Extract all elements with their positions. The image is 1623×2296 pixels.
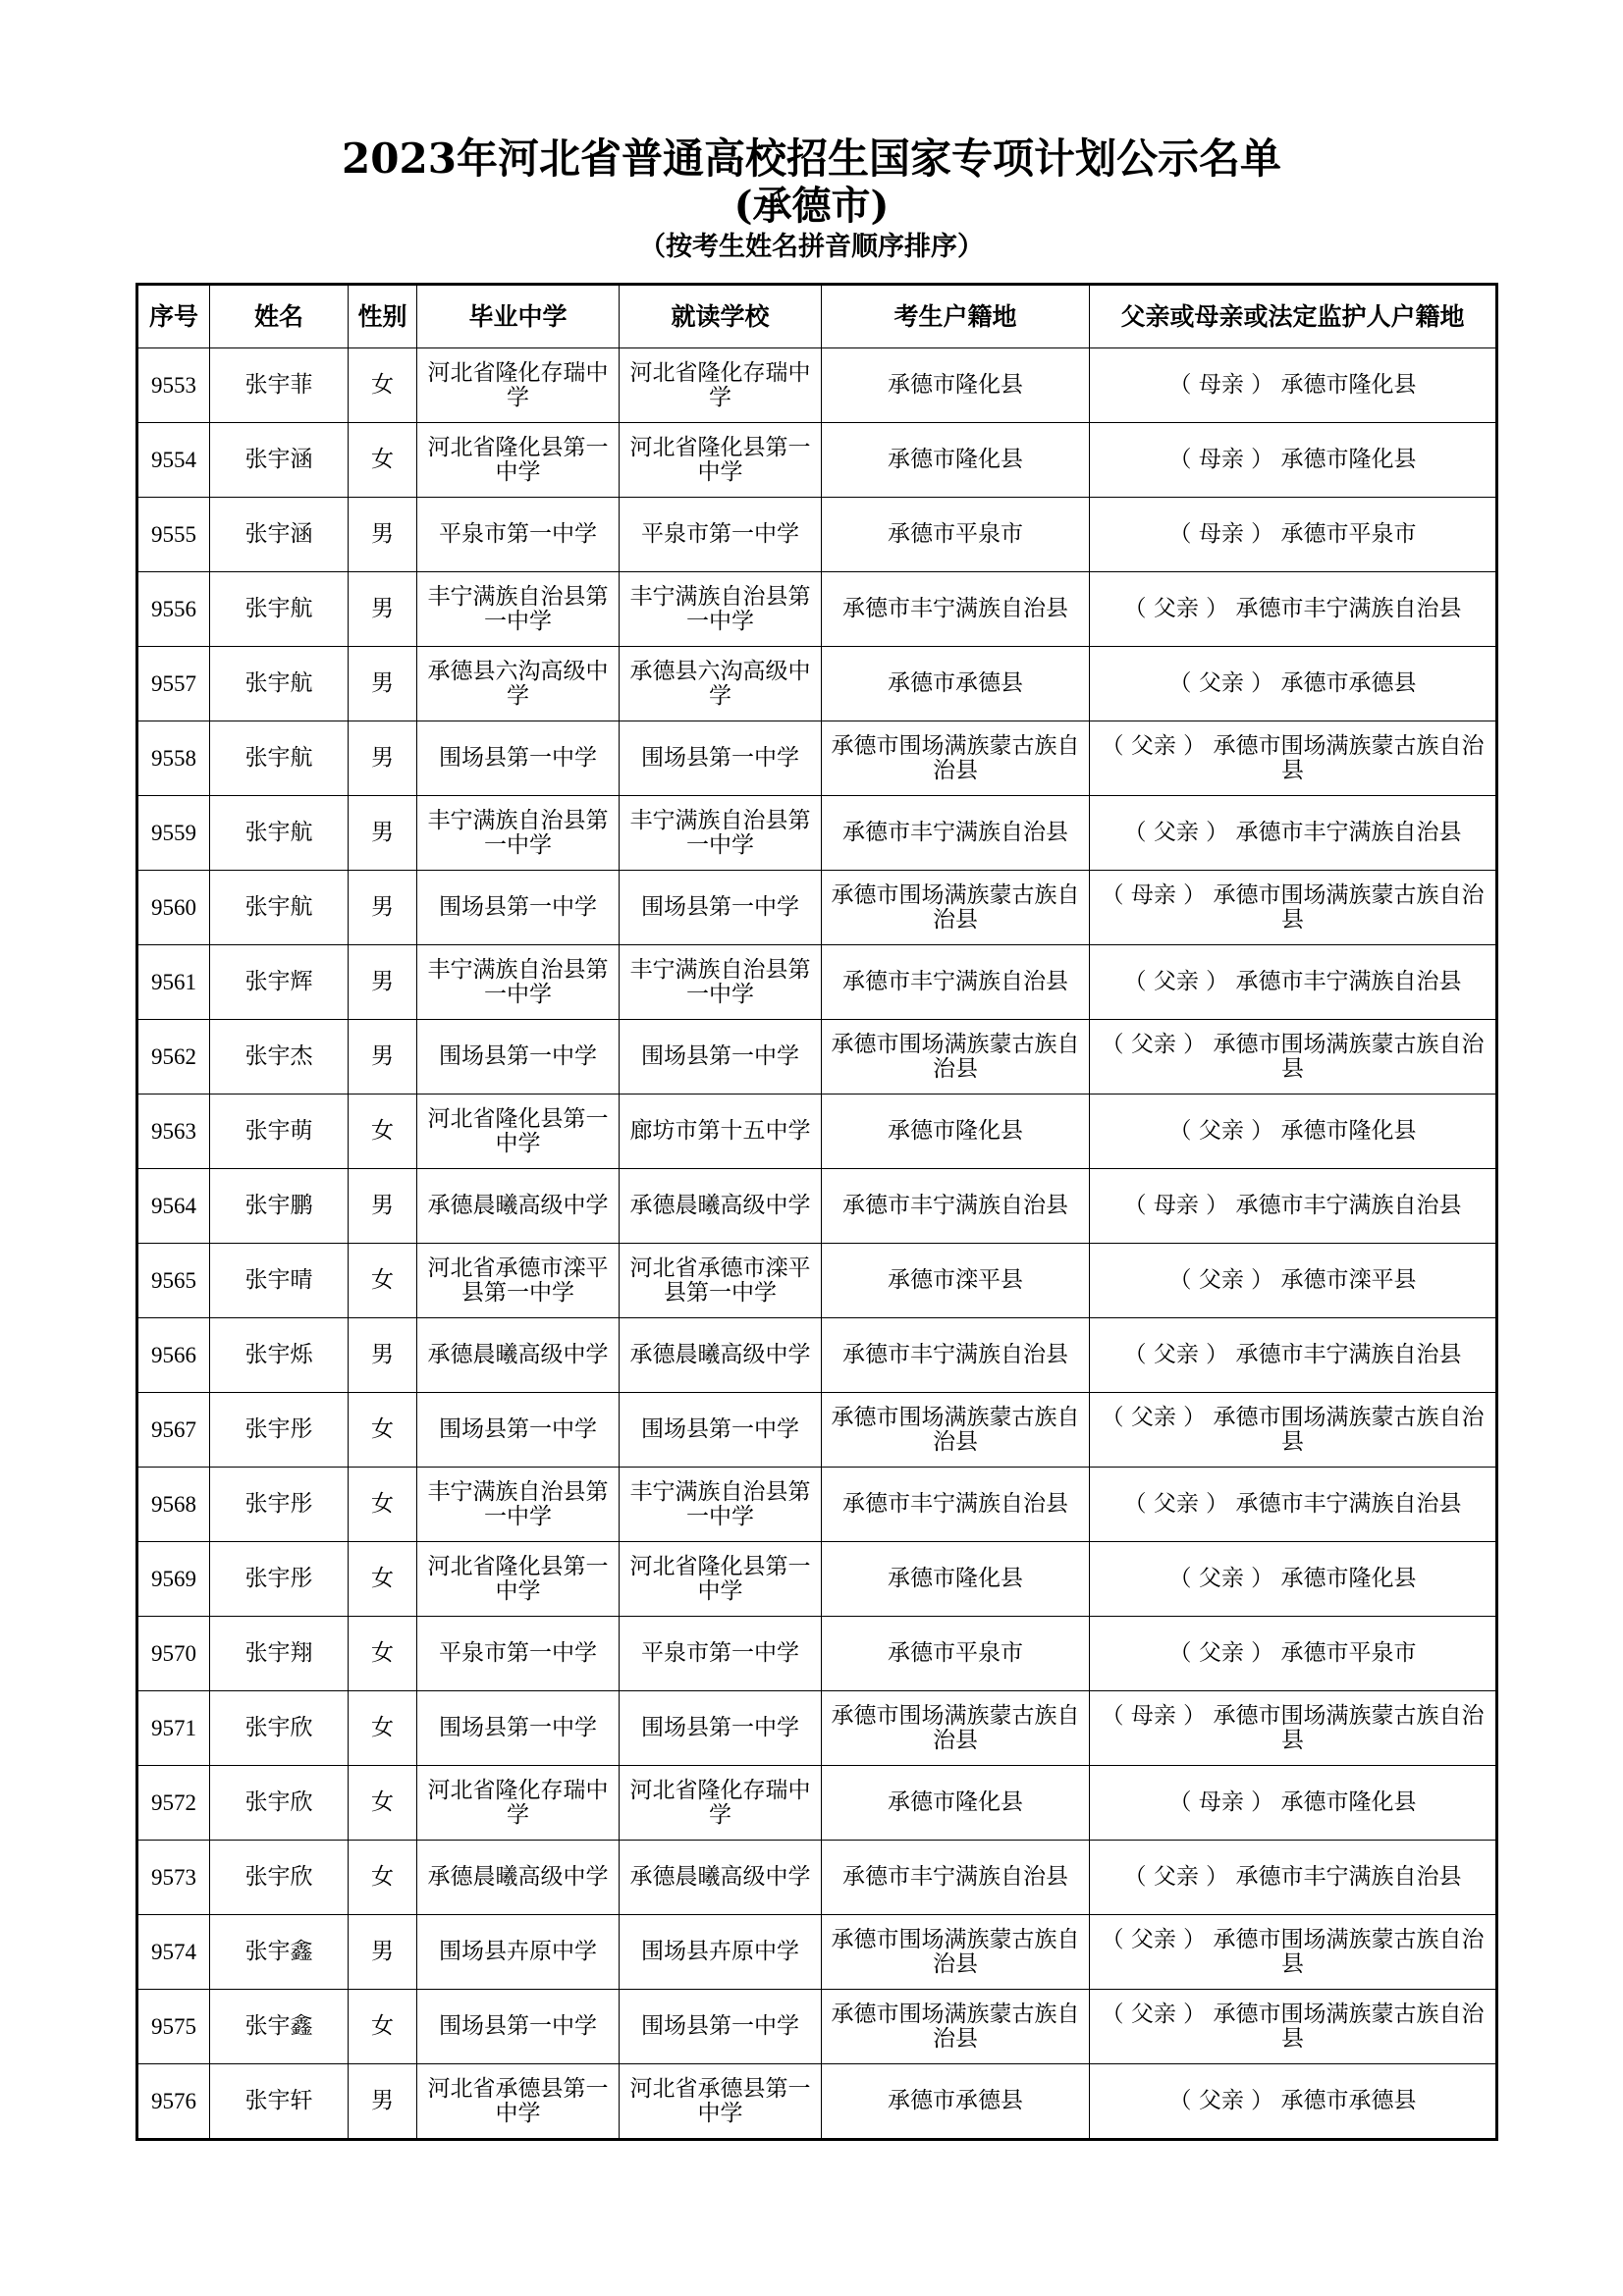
header-seq: 序号 [137, 285, 210, 348]
cell-gender: 男 [349, 945, 417, 1020]
cell-hukou: 承德市隆化县 [822, 1095, 1090, 1169]
cell-gender: 女 [349, 1393, 417, 1468]
cell-current-school: 丰宁满族自治县第一中学 [620, 945, 822, 1020]
table-row [137, 796, 1497, 871]
cell-name: 张宇辉 [210, 945, 349, 1020]
cell-grad-school: 围场县第一中学 [417, 1020, 620, 1095]
table-row [137, 721, 1497, 796]
cell-hukou: 承德市隆化县 [822, 348, 1090, 423]
cell-name: 张宇彤 [210, 1393, 349, 1468]
cell-current-school: 廊坊市第十五中学 [620, 1095, 822, 1169]
cell-guardian-hukou: （ 父亲 ） 承德市围场满族蒙古族自治县 [1090, 1020, 1497, 1095]
cell-hukou: 承德市围场满族蒙古族自治县 [822, 1915, 1090, 1990]
cell-name: 张宇鹏 [210, 1169, 349, 1244]
cell-gender: 男 [349, 1318, 417, 1393]
cell-current-school: 围场县第一中学 [620, 1020, 822, 1095]
cell-grad-school: 河北省隆化存瑞中学 [417, 1766, 620, 1841]
cell-guardian-hukou: （ 父亲 ） 承德市丰宁满族自治县 [1090, 945, 1497, 1020]
cell-hukou: 承德市丰宁满族自治县 [822, 1169, 1090, 1244]
cell-hukou: 承德市平泉市 [822, 1617, 1090, 1691]
cell-current-school: 承德县六沟高级中学 [620, 647, 822, 721]
cell-guardian-hukou: （ 父亲 ） 承德市承德县 [1090, 2064, 1497, 2140]
cell-guardian-hukou: （ 父亲 ） 承德市丰宁满族自治县 [1090, 1468, 1497, 1542]
cell-name: 张宇鑫 [210, 1915, 349, 1990]
cell-current-school: 平泉市第一中学 [620, 498, 822, 572]
table-header-row [137, 285, 1497, 348]
table-row [137, 1691, 1497, 1766]
cell-name: 张宇欣 [210, 1691, 349, 1766]
table-row [137, 1915, 1497, 1990]
cell-name: 张宇欣 [210, 1841, 349, 1915]
cell-current-school: 围场县第一中学 [620, 871, 822, 945]
cell-grad-school: 河北省隆化县第一中学 [417, 423, 620, 498]
cell-grad-school: 承德晨曦高级中学 [417, 1318, 620, 1393]
cell-current-school: 河北省隆化存瑞中学 [620, 1766, 822, 1841]
cell-grad-school: 丰宁满族自治县第一中学 [417, 1468, 620, 1542]
cell-seq: 9573 [137, 1841, 210, 1915]
cell-gender: 女 [349, 1542, 417, 1617]
cell-gender: 男 [349, 1169, 417, 1244]
cell-guardian-hukou: （ 母亲 ） 承德市隆化县 [1090, 348, 1497, 423]
cell-seq: 9575 [137, 1990, 210, 2064]
cell-name: 张宇欣 [210, 1766, 349, 1841]
cell-name: 张宇航 [210, 647, 349, 721]
cell-gender: 男 [349, 721, 417, 796]
table-row [137, 1169, 1497, 1244]
cell-guardian-hukou: （ 父亲 ） 承德市隆化县 [1090, 1542, 1497, 1617]
table-row [137, 945, 1497, 1020]
cell-hukou: 承德市隆化县 [822, 423, 1090, 498]
cell-seq: 9566 [137, 1318, 210, 1393]
cell-current-school: 河北省承德市滦平县第一中学 [620, 1244, 822, 1318]
cell-grad-school: 围场县第一中学 [417, 1691, 620, 1766]
cell-name: 张宇彤 [210, 1542, 349, 1617]
cell-guardian-hukou: （ 父亲 ） 承德市丰宁满族自治县 [1090, 572, 1497, 647]
cell-grad-school: 河北省承德县第一中学 [417, 2064, 620, 2140]
cell-grad-school: 围场县第一中学 [417, 1393, 620, 1468]
cell-guardian-hukou: （ 母亲 ） 承德市围场满族蒙古族自治县 [1090, 1691, 1497, 1766]
cell-guardian-hukou: （ 父亲 ） 承德市丰宁满族自治县 [1090, 796, 1497, 871]
cell-grad-school: 承德县六沟高级中学 [417, 647, 620, 721]
cell-hukou: 承德市丰宁满族自治县 [822, 945, 1090, 1020]
cell-seq: 9572 [137, 1766, 210, 1841]
cell-hukou: 承德市围场满族蒙古族自治县 [822, 1020, 1090, 1095]
table-row [137, 647, 1497, 721]
cell-seq: 9558 [137, 721, 210, 796]
cell-hukou: 承德市围场满族蒙古族自治县 [822, 1691, 1090, 1766]
cell-name: 张宇菲 [210, 348, 349, 423]
cell-seq: 9559 [137, 796, 210, 871]
cell-current-school: 丰宁满族自治县第一中学 [620, 796, 822, 871]
cell-hukou: 承德市承德县 [822, 2064, 1090, 2140]
table-row [137, 423, 1497, 498]
cell-gender: 女 [349, 1766, 417, 1841]
cell-gender: 女 [349, 348, 417, 423]
cell-hukou: 承德市隆化县 [822, 1766, 1090, 1841]
cell-seq: 9553 [137, 348, 210, 423]
cell-name: 张宇航 [210, 796, 349, 871]
cell-guardian-hukou: （ 父亲 ） 承德市丰宁满族自治县 [1090, 1318, 1497, 1393]
cell-current-school: 河北省隆化县第一中学 [620, 423, 822, 498]
cell-seq: 9563 [137, 1095, 210, 1169]
cell-name: 张宇轩 [210, 2064, 349, 2140]
cell-seq: 9576 [137, 2064, 210, 2140]
cell-hukou: 承德市丰宁满族自治县 [822, 1468, 1090, 1542]
roster-table [135, 283, 1498, 2141]
page-title: 2023年河北省普通高校招生国家专项计划公示名单 [342, 134, 1281, 183]
sort-note: （按考生姓名拼音顺序排序） [639, 232, 984, 262]
header-guardian-hukou: 父亲或母亲或法定监护人户籍地 [1090, 285, 1497, 348]
cell-seq: 9571 [137, 1691, 210, 1766]
cell-current-school: 丰宁满族自治县第一中学 [620, 1468, 822, 1542]
cell-name: 张宇晴 [210, 1244, 349, 1318]
cell-seq: 9560 [137, 871, 210, 945]
cell-current-school: 围场县第一中学 [620, 1990, 822, 2064]
table-row [137, 2064, 1497, 2140]
cell-current-school: 承德晨曦高级中学 [620, 1841, 822, 1915]
cell-guardian-hukou: （ 母亲 ） 承德市围场满族蒙古族自治县 [1090, 871, 1497, 945]
table-row [137, 1020, 1497, 1095]
cell-grad-school: 河北省隆化县第一中学 [417, 1095, 620, 1169]
cell-gender: 女 [349, 1841, 417, 1915]
cell-seq: 9574 [137, 1915, 210, 1990]
cell-hukou: 承德市围场满族蒙古族自治县 [822, 871, 1090, 945]
table-row [137, 1393, 1497, 1468]
table-row [137, 1841, 1497, 1915]
cell-seq: 9565 [137, 1244, 210, 1318]
cell-gender: 男 [349, 498, 417, 572]
cell-grad-school: 河北省隆化存瑞中学 [417, 348, 620, 423]
cell-current-school: 围场县第一中学 [620, 1691, 822, 1766]
cell-name: 张宇翔 [210, 1617, 349, 1691]
cell-guardian-hukou: （ 父亲 ） 承德市围场满族蒙古族自治县 [1090, 1990, 1497, 2064]
cell-seq: 9567 [137, 1393, 210, 1468]
cell-current-school: 河北省隆化存瑞中学 [620, 348, 822, 423]
table-row [137, 348, 1497, 423]
cell-seq: 9556 [137, 572, 210, 647]
cell-name: 张宇航 [210, 721, 349, 796]
cell-guardian-hukou: （ 父亲 ） 承德市围场满族蒙古族自治县 [1090, 1393, 1497, 1468]
table-row [137, 1766, 1497, 1841]
cell-guardian-hukou: （ 父亲 ） 承德市平泉市 [1090, 1617, 1497, 1691]
cell-gender: 女 [349, 1244, 417, 1318]
cell-gender: 男 [349, 2064, 417, 2140]
cell-gender: 男 [349, 1020, 417, 1095]
page-subtitle: (承德市) [733, 183, 890, 229]
cell-seq: 9570 [137, 1617, 210, 1691]
cell-hukou: 承德市丰宁满族自治县 [822, 796, 1090, 871]
cell-hukou: 承德市隆化县 [822, 1542, 1090, 1617]
cell-grad-school: 丰宁满族自治县第一中学 [417, 796, 620, 871]
cell-current-school: 围场县第一中学 [620, 1393, 822, 1468]
cell-gender: 女 [349, 1095, 417, 1169]
cell-gender: 男 [349, 647, 417, 721]
cell-gender: 女 [349, 1617, 417, 1691]
table-row [137, 1617, 1497, 1691]
table-row [137, 1095, 1497, 1169]
header-current-school: 就读学校 [620, 285, 822, 348]
header-hukou: 考生户籍地 [822, 285, 1090, 348]
cell-grad-school: 丰宁满族自治县第一中学 [417, 572, 620, 647]
header-gender: 性别 [349, 285, 417, 348]
cell-hukou: 承德市承德县 [822, 647, 1090, 721]
cell-hukou: 承德市平泉市 [822, 498, 1090, 572]
cell-hukou: 承德市丰宁满族自治县 [822, 1841, 1090, 1915]
header-grad-school: 毕业中学 [417, 285, 620, 348]
cell-hukou: 承德市围场满族蒙古族自治县 [822, 1393, 1090, 1468]
cell-hukou: 承德市丰宁满族自治县 [822, 572, 1090, 647]
cell-seq: 9568 [137, 1468, 210, 1542]
cell-grad-school: 河北省承德市滦平县第一中学 [417, 1244, 620, 1318]
cell-grad-school: 围场县第一中学 [417, 1990, 620, 2064]
table-row [137, 1542, 1497, 1617]
cell-seq: 9555 [137, 498, 210, 572]
cell-grad-school: 平泉市第一中学 [417, 1617, 620, 1691]
cell-grad-school: 承德晨曦高级中学 [417, 1169, 620, 1244]
cell-name: 张宇涵 [210, 423, 349, 498]
cell-guardian-hukou: （ 父亲 ） 承德市围场满族蒙古族自治县 [1090, 1915, 1497, 1990]
cell-grad-school: 围场县第一中学 [417, 871, 620, 945]
cell-current-school: 围场县第一中学 [620, 721, 822, 796]
cell-seq: 9554 [137, 423, 210, 498]
cell-guardian-hukou: （ 母亲 ） 承德市隆化县 [1090, 423, 1497, 498]
table-body [137, 348, 1497, 2140]
cell-seq: 9557 [137, 647, 210, 721]
cell-current-school: 丰宁满族自治县第一中学 [620, 572, 822, 647]
cell-grad-school: 围场县第一中学 [417, 721, 620, 796]
cell-guardian-hukou: （ 父亲 ） 承德市丰宁满族自治县 [1090, 1841, 1497, 1915]
cell-hukou: 承德市滦平县 [822, 1244, 1090, 1318]
cell-name: 张宇杰 [210, 1020, 349, 1095]
table-row [137, 1468, 1497, 1542]
cell-hukou: 承德市丰宁满族自治县 [822, 1318, 1090, 1393]
table-row [137, 1990, 1497, 2064]
table-row [137, 1318, 1497, 1393]
cell-name: 张宇航 [210, 871, 349, 945]
cell-name: 张宇涵 [210, 498, 349, 572]
cell-grad-school: 承德晨曦高级中学 [417, 1841, 620, 1915]
cell-gender: 男 [349, 796, 417, 871]
cell-grad-school: 丰宁满族自治县第一中学 [417, 945, 620, 1020]
cell-gender: 女 [349, 423, 417, 498]
cell-seq: 9562 [137, 1020, 210, 1095]
cell-hukou: 承德市围场满族蒙古族自治县 [822, 1990, 1090, 2064]
cell-current-school: 围场县卉原中学 [620, 1915, 822, 1990]
cell-seq: 9569 [137, 1542, 210, 1617]
cell-guardian-hukou: （ 母亲 ） 承德市丰宁满族自治县 [1090, 1169, 1497, 1244]
cell-gender: 女 [349, 1468, 417, 1542]
cell-gender: 男 [349, 572, 417, 647]
cell-guardian-hukou: （ 母亲 ） 承德市平泉市 [1090, 498, 1497, 572]
cell-name: 张宇航 [210, 572, 349, 647]
table-row [137, 871, 1497, 945]
cell-gender: 男 [349, 1915, 417, 1990]
table-row [137, 498, 1497, 572]
cell-current-school: 平泉市第一中学 [620, 1617, 822, 1691]
cell-guardian-hukou: （ 父亲 ） 承德市隆化县 [1090, 1095, 1497, 1169]
cell-name: 张宇萌 [210, 1095, 349, 1169]
table-row [137, 1244, 1497, 1318]
cell-gender: 女 [349, 1990, 417, 2064]
table-row [137, 572, 1497, 647]
cell-guardian-hukou: （ 父亲 ） 承德市承德县 [1090, 647, 1497, 721]
cell-seq: 9564 [137, 1169, 210, 1244]
cell-name: 张宇彤 [210, 1468, 349, 1542]
cell-grad-school: 平泉市第一中学 [417, 498, 620, 572]
cell-grad-school: 河北省隆化县第一中学 [417, 1542, 620, 1617]
cell-guardian-hukou: （ 母亲 ） 承德市隆化县 [1090, 1766, 1497, 1841]
cell-current-school: 承德晨曦高级中学 [620, 1169, 822, 1244]
cell-hukou: 承德市围场满族蒙古族自治县 [822, 721, 1090, 796]
cell-grad-school: 围场县卉原中学 [417, 1915, 620, 1990]
cell-guardian-hukou: （ 父亲 ） 承德市围场满族蒙古族自治县 [1090, 721, 1497, 796]
cell-current-school: 河北省承德县第一中学 [620, 2064, 822, 2140]
cell-gender: 男 [349, 871, 417, 945]
cell-name: 张宇烁 [210, 1318, 349, 1393]
cell-current-school: 河北省隆化县第一中学 [620, 1542, 822, 1617]
cell-current-school: 承德晨曦高级中学 [620, 1318, 822, 1393]
cell-seq: 9561 [137, 945, 210, 1020]
cell-gender: 女 [349, 1691, 417, 1766]
cell-guardian-hukou: （ 父亲 ） 承德市滦平县 [1090, 1244, 1497, 1318]
cell-name: 张宇鑫 [210, 1990, 349, 2064]
header-name: 姓名 [210, 285, 349, 348]
